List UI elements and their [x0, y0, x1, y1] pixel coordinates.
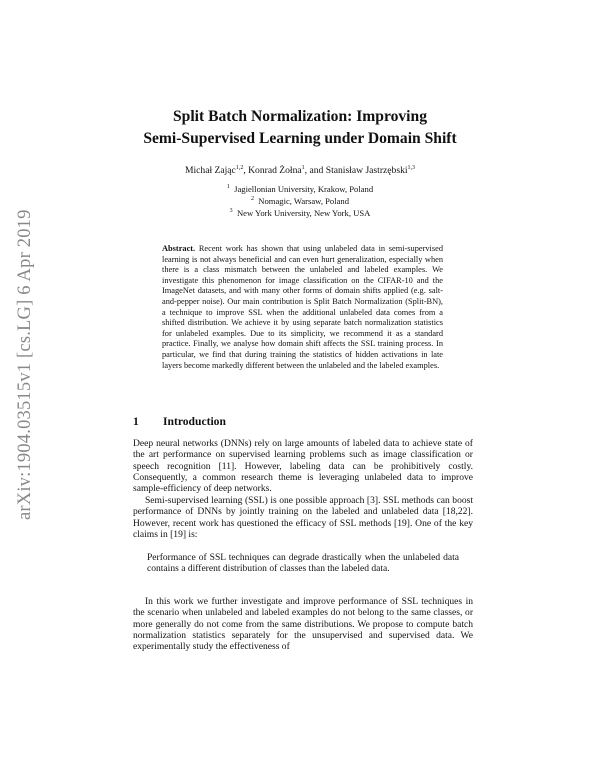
author-affiliation-mark: 1: [301, 164, 305, 171]
author-name: Konrad Żołna: [248, 165, 302, 176]
block-quote: Performance of SSL techniques can degrade drastically when the unlabeled data contains a different distribution of classes than the labeled data.: [147, 552, 459, 575]
affiliation-item: [150, 196, 450, 208]
affiliation-number: 1: [226, 184, 230, 191]
affiliation-text: Jagiellonian University, Krakow, Poland: [234, 184, 374, 194]
abstract-text: Recent work has shown that using unlabeled data in semi-supervised learning is not always beneficial and can even hurt generalization, especially when there is a class mismatch between the unlabeled and labeled examples. We investigate this phenomenon for image classification on the CIFAR-10 and the ImageNet datasets, and with many other forms of domain shifts applied (e.g. salt-and-pepper noise). Our main contribution is Split Batch Normalization (Split-BN), a technique to improve SSL when the additional unlabeled data comes from a shifted distribution. We achieve it by using separate batch normalization statistics for unlabeled examples. Due to its simplicity, we recommend it as a standard practice. Finally, we analyse how domain shift affects the SSL training process. In particular, we find that during training the statistics of hidden activations in late layers become markedly different between the unlabeled and the labeled examples.: [162, 244, 443, 370]
author-name: Michał Zając: [184, 165, 236, 176]
author-separator: ,: [243, 165, 249, 176]
author-list: [100, 165, 500, 176]
affiliation-text: Nomagic, Warsaw, Poland: [258, 195, 349, 206]
affiliation-item: [150, 184, 450, 196]
affiliation-text: New York University, New York, USA: [236, 207, 371, 218]
author-affiliation-mark: 1,2: [235, 164, 244, 171]
abstract: [162, 244, 443, 371]
title-line-1: Split Batch Normalization: Improving: [173, 108, 427, 125]
intro-paragraph-2: Semi-supervised learning (SSL) is one possible approach [3]. SSL methods can boost performance of DNNs by jointly training on the labeled and unlabeled data [18,22]. However, recent work has questioned the efficacy of SSL methods [19]. One of the key claims in [19] is:: [133, 495, 473, 541]
author-affiliation-mark: 1,3: [407, 164, 416, 171]
affiliation-list: [150, 184, 450, 219]
section-title: Introduction: [163, 415, 226, 428]
abstract-label: Abstract.: [162, 244, 196, 253]
section-number: 1: [133, 415, 139, 428]
arxiv-identifier-stamp: arXiv:1904.03515v1 [cs.LG] 6 Apr 2019: [15, 209, 35, 520]
intro-paragraph-3: In this work we further investigate and improve performance of SSL techniques in the scenario when unlabeled and labeled examples do not belong to the same classes, or more generally do not come from the same distributions. We propose to compute batch normalization statistics separately for the unsupervised and supervised data. We experimentally study the effectiveness of: [133, 596, 473, 653]
affiliation-item: [150, 208, 450, 220]
author-name: Stanisław Jastrzębski: [325, 165, 408, 176]
paper-title: [100, 106, 500, 150]
author-separator: , and: [304, 165, 326, 176]
title-line-2: Semi-Supervised Learning under Domain Shift: [143, 130, 457, 147]
affiliation-number: 2: [250, 195, 254, 202]
intro-paragraph-1: Deep neural networks (DNNs) rely on large amounts of labeled data to achieve state of the art performance on supervised learning problems such as image classification or speech recognition [11]. However, labeling data can be prohibitively costly. Consequently, a common research theme is leveraging unlabeled data to improve sample-efficiency of deep networks.: [133, 438, 473, 495]
affiliation-number: 3: [229, 207, 233, 214]
section-heading: [133, 415, 473, 428]
